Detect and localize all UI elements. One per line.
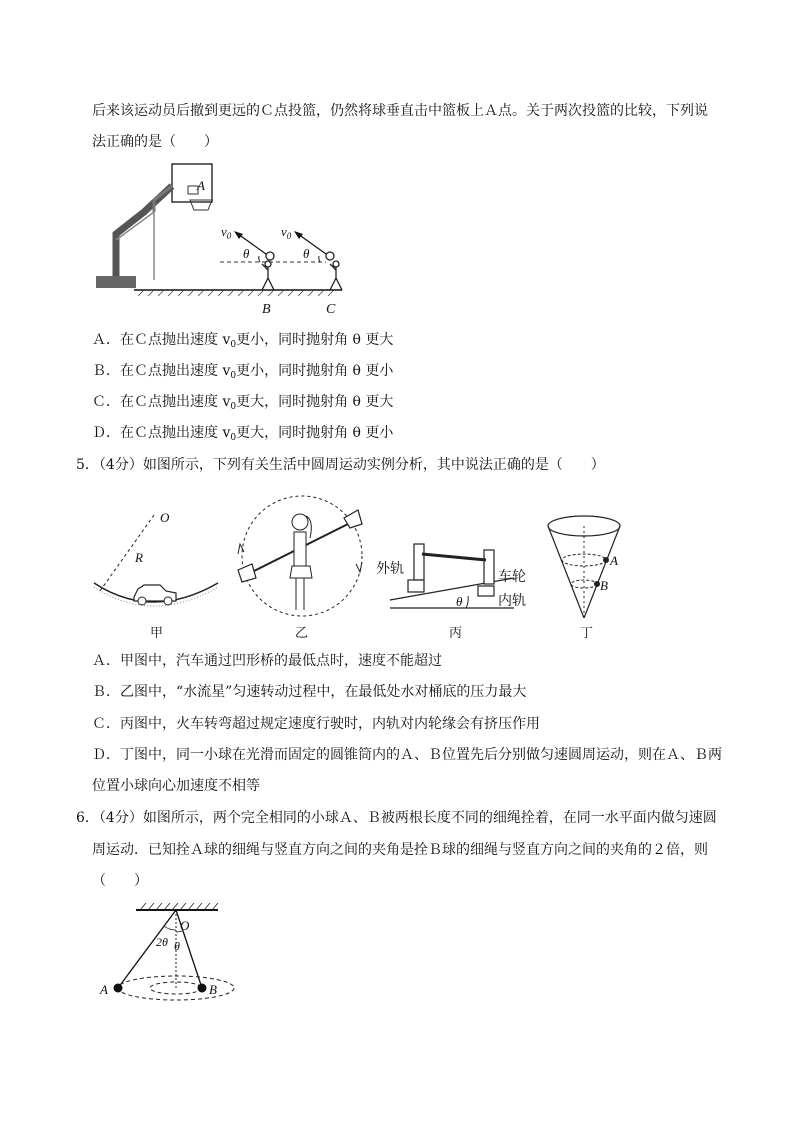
label-a-q6: A <box>100 982 108 997</box>
label-theta-b: θ <box>243 246 250 261</box>
q4-option-d: Ｄ．在Ｃ点抛出速度 $v_0$更大，同时抛射角 θ 更小 <box>92 425 394 443</box>
pendulum-figure <box>94 902 244 1002</box>
ball-a <box>114 984 123 993</box>
label-outer-rail: 外轨 <box>376 561 404 577</box>
label-v0-c: $v_0$ <box>281 224 292 241</box>
q4-option-a: Ａ．在Ｃ点抛出速度 $v_0$更小，同时抛射角 θ 更大 <box>92 332 394 350</box>
q4-option-b: Ｂ．在Ｃ点抛出速度 $v_0$更小，同时抛射角 θ 更小 <box>92 363 394 381</box>
ball-b <box>198 984 207 993</box>
figure-yi <box>234 494 374 624</box>
v0-arrow-c <box>294 231 303 239</box>
q5-option-d-line2: 位置小球向心加速度不相等 <box>92 778 260 794</box>
q5-option-c: Ｃ．丙图中，火车转弯超过规定速度行驶时，内轨对内轮缘会有挤压作用 <box>92 716 540 732</box>
label-v0-b: $v_0$ <box>221 224 232 241</box>
label-a: A <box>197 178 205 193</box>
q4-option-c: Ｃ．在Ｃ点抛出速度 $v_0$更大，同时抛射角 θ 更大 <box>92 394 394 412</box>
bucket-bottom <box>238 564 256 582</box>
caption-jia: 甲 <box>150 626 164 641</box>
q5-option-d-line1: Ｄ．丁图中，同一小球在光滑而固定的圆锥筒内的Ａ、Ｂ位置先后分别做匀速圆周运动，则在Ａ、Ｂ两 <box>92 747 722 763</box>
label-a-ding: A <box>610 553 618 568</box>
q4-stem-line2: 法正确的是（ ） <box>92 134 218 150</box>
player-c <box>326 252 342 290</box>
label-theta-c: θ <box>303 246 310 261</box>
v0-arrow-b <box>234 231 243 239</box>
label-b: B <box>262 302 271 317</box>
label-wheel: 车轮 <box>498 569 526 585</box>
q6-stem-line1: 6．（4分）如图所示，两个完全相同的小球Ａ、Ｂ被两根长度不同的细绳拴着，在同一水平面内做匀速圆 <box>76 810 717 826</box>
label-c: C <box>326 302 336 317</box>
q5-option-a: Ａ．甲图中，汽车通过凹形桥的最低点时，速度不能超过 <box>92 653 442 669</box>
label-inner-rail: 内轨 <box>498 593 526 609</box>
label-theta-bing: θ <box>456 594 463 609</box>
caption-bing: 丙 <box>449 626 463 641</box>
q5-stem: 5．（4分）如图所示，下列有关生活中圆周运动实例分析，其中说法正确的是（ ） <box>76 457 605 473</box>
label-r: R <box>135 550 143 565</box>
label-b-ding: B <box>600 578 608 593</box>
ball-a <box>603 557 609 563</box>
label-2theta: 2θ <box>156 935 168 949</box>
rail-wheel-assembly <box>408 544 494 596</box>
player-b <box>262 252 274 290</box>
q5-option-b: Ｂ．乙图中，“水流星”匀速转动过程中，在最低处水对桶底的压力最大 <box>92 684 527 700</box>
girl-figure <box>290 514 312 610</box>
backboard <box>172 164 212 202</box>
basket-base <box>96 276 136 288</box>
label-o: O <box>160 510 170 525</box>
label-o-q6: O <box>180 918 190 933</box>
label-b-q6: B <box>209 982 217 997</box>
label-theta-q6: θ <box>174 939 180 953</box>
q6-stem-line2: 周运动．已知拴Ａ球的细绳与竖直方向之间的夹角是拴Ｂ球的细绳与竖直方向之间的夹角的２倍，则 <box>92 842 708 858</box>
caption-ding: 丁 <box>580 626 594 641</box>
q4-stem-line1: 后来该运动员后撤到更远的Ｃ点投篮，仍然将球垂直击中篮板上Ａ点。关于两次投篮的比较，下列说 <box>92 103 708 119</box>
q6-stem-line3: （ ） <box>92 873 148 889</box>
caption-yi: 乙 <box>295 626 309 641</box>
